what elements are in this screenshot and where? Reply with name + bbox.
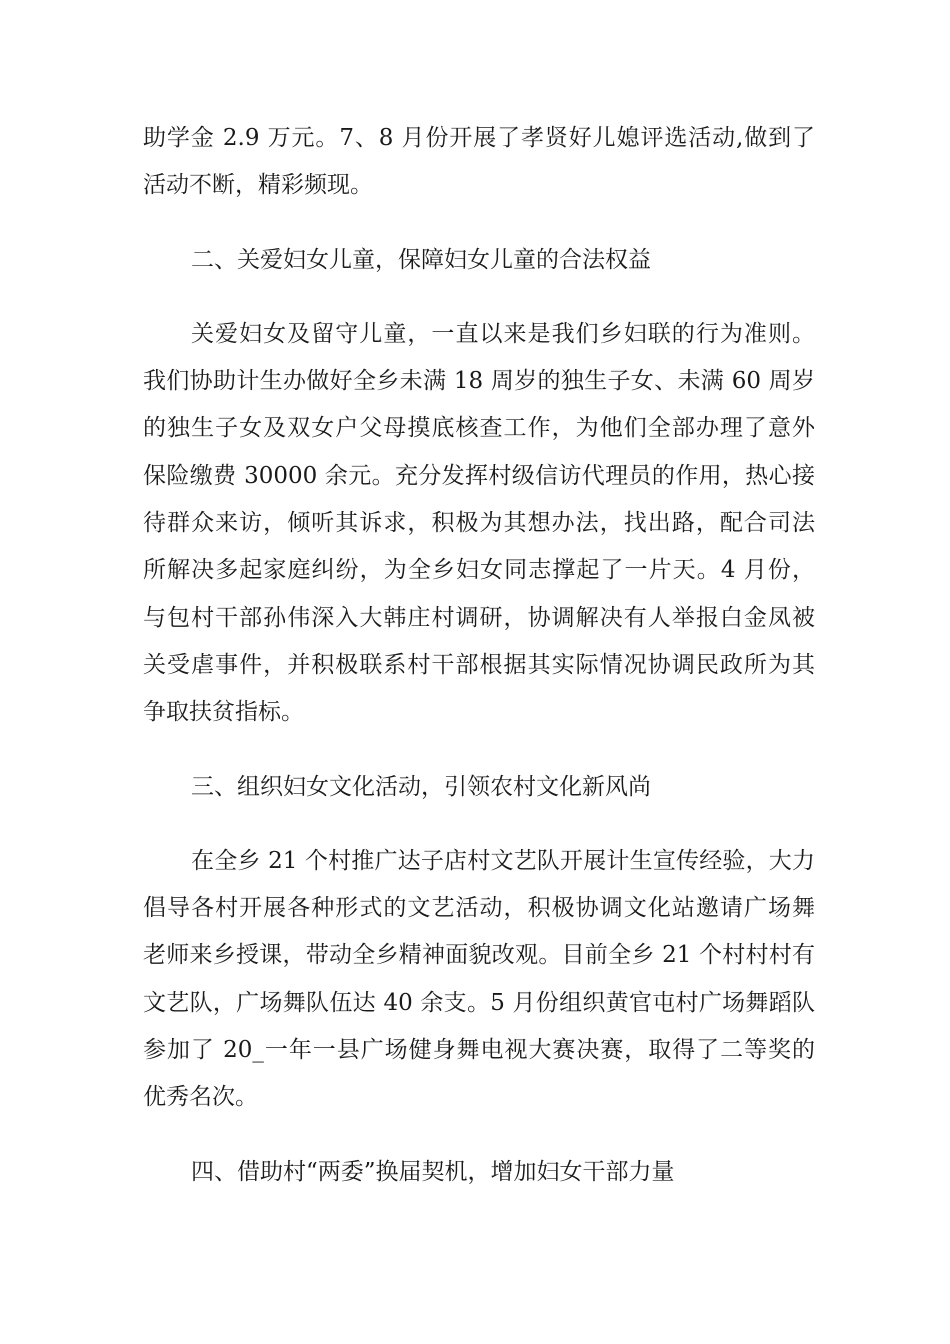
text-line: 待群众来访，倾听其诉求，积极为其想办法，找出路，配合司法 [143,510,815,537]
section-heading-2: 二、关爱妇女儿童，保障妇女儿童的合法权益 [191,246,651,273]
section-heading-4: 四、借助村“两委”换届契机，增加妇女干部力量 [191,1158,675,1185]
text-line: 关爱妇女及留守儿童，一直以来是我们乡妇联的行为准则。 [191,320,815,347]
text-line: 倡导各村开展各种形式的文艺活动，积极协调文化站邀请广场舞 [143,895,815,922]
text-line: 与包村干部孙伟深入大韩庄村调研，协调解决有人举报白金凤被 [143,604,815,631]
text-line: 优秀名次。 [143,1084,258,1111]
text-line: 在全乡 21 个村推广达子店村文艺队开展计生宣传经验，大力 [191,847,815,874]
text-line: 保险缴费 30000 余元。充分发挥村级信访代理员的作用，热心接 [143,462,815,489]
document-body [143,115,815,1196]
text-line: 关受虐事件，并积极联系村干部根据其实际情况协调民政所为其 [143,651,815,678]
text-line: 参加了 20_一年一县广场健身舞电视大赛决赛，取得了二等奖的 [143,1037,815,1064]
text-line: 的独生子女及双女户父母摸底核查工作，为他们全部办理了意外 [143,415,815,442]
paragraph-section-2 [143,311,815,737]
paragraph-section-3 [143,838,815,1122]
paragraph-intro [143,115,815,210]
text-line: 所解决多起家庭纠纷，为全乡妇女同志撑起了一片天。4 月份， [143,557,815,584]
text-line: 争取扶贫指标。 [143,699,304,726]
text-line: 活动不断，精彩频现。 [143,172,373,199]
text-line: 我们协助计生办做好全乡未满 18 周岁的独生子女、未满 60 周岁 [143,368,815,395]
text-line: 文艺队，广场舞队伍达 40 余支。5 月份组织黄官屯村广场舞蹈队 [143,989,815,1016]
text-line: 老师来乡授课，带动全乡精神面貌改观。目前全乡 21 个村村村有 [143,942,815,969]
text-line: 助学金 2.9 万元。7、8 月份开展了孝贤好儿媳评选活动,做到了 [143,125,815,151]
section-heading-3: 三、组织妇女文化活动，引领农村文化新风尚 [191,773,651,800]
